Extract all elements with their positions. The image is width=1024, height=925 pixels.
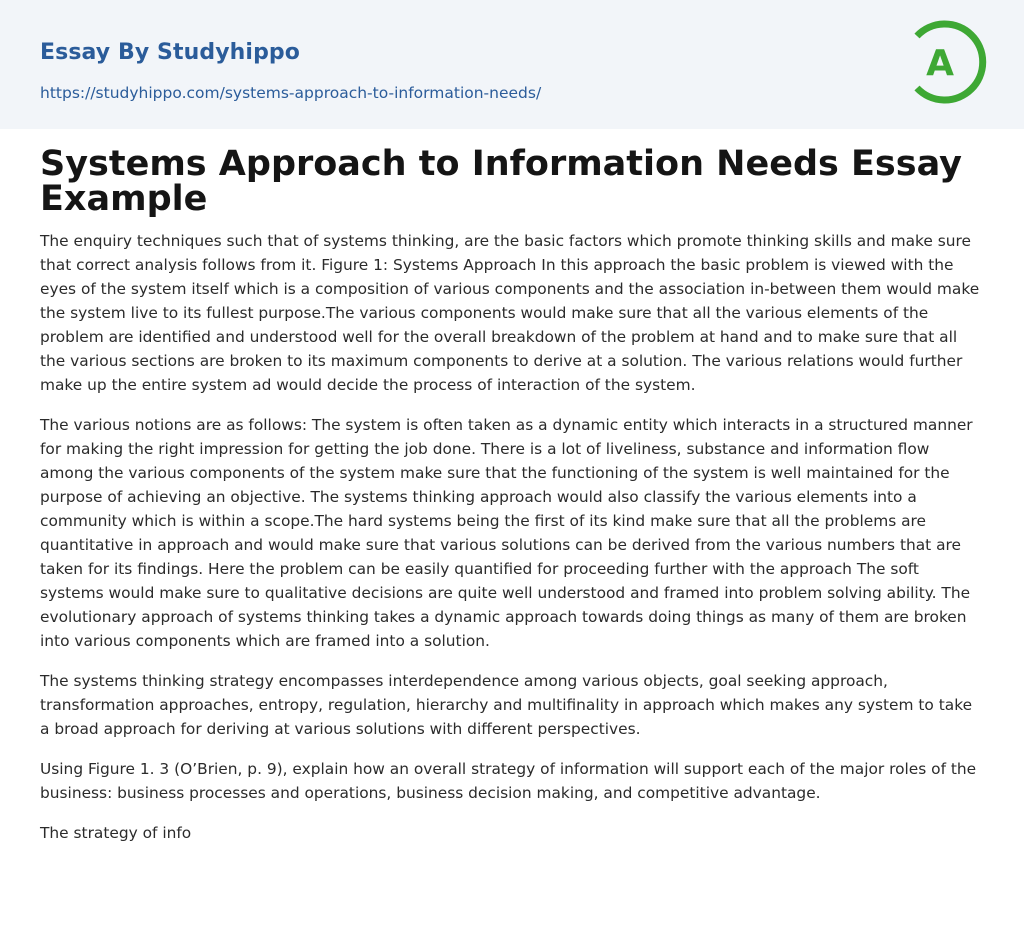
article-paragraph: The systems thinking strategy encompasses interdependence among various objects, goal seeking approach, transformation approaches, entropy, regulation, hierarchy and multifinality in approach which makes any system to take a broad approach for deriving at various solutions with different perspectives.	[40, 672, 973, 738]
source-url-link[interactable]: https://studyhippo.com/systems-approach-to-information-needs/	[40, 84, 542, 102]
article-paragraph: The enquiry techniques such that of systems thinking, are the basic factors which promote thinking skills and make sure that correct analysis follows from it. Figure 1: Systems Approach In this approach the basic problem is viewed with the eyes of the system itself which is a composition of various components and the association in-between them would make the system live to its fullest purpose.The various components would make sure that all the various elements of the problem are identified and understood well for the overall breakdown of the problem at hand and to make sure that all the various sections are broken to its maximum components to derive at a solution. The various relations would further make up the entire system ad would decide the process of interaction of the system.	[40, 232, 980, 394]
site-brand[interactable]: Essay By Studyhippo	[40, 40, 300, 65]
article	[0, 144, 1024, 845]
article-title: Systems Approach to Information Needs Essay Example	[40, 144, 962, 219]
article-paragraph: Using Figure 1. 3 (O’Brien, p. 9), explain how an overall strategy of information will support each of the major roles of the business: business processes and operations, business decision making, and competitive advantage.	[40, 760, 977, 802]
article-paragraph-truncated: The strategy of info	[40, 824, 192, 842]
studyhippo-logo-icon[interactable]	[910, 18, 988, 106]
article-paragraph: The various notions are as follows: The system is often taken as a dynamic entity which interacts in a structured manner for making the right impression for getting the job done. There is a lot of liveliness, substance and information flow among the various components of the system make sure that the functioning of the system is well maintained for the purpose of achieving an objective. The systems thinking approach would also classify the various elements into a community which is within a scope.The hard systems being the first of its kind make sure that all the problems are quantitative in approach and would make sure that various solutions can be derived from the various numbers that are taken for its findings. Here the problem can be easily quantified for proceeding further with the approach The soft systems would make sure to qualitative decisions are quite well understood and framed into problem solving ability. The evolutionary approach of systems thinking takes a dynamic approach towards doing things as many of them are broken into various components which are framed into a solution.	[40, 416, 973, 650]
logo-letter: A	[926, 43, 954, 84]
site-header	[0, 0, 1024, 129]
